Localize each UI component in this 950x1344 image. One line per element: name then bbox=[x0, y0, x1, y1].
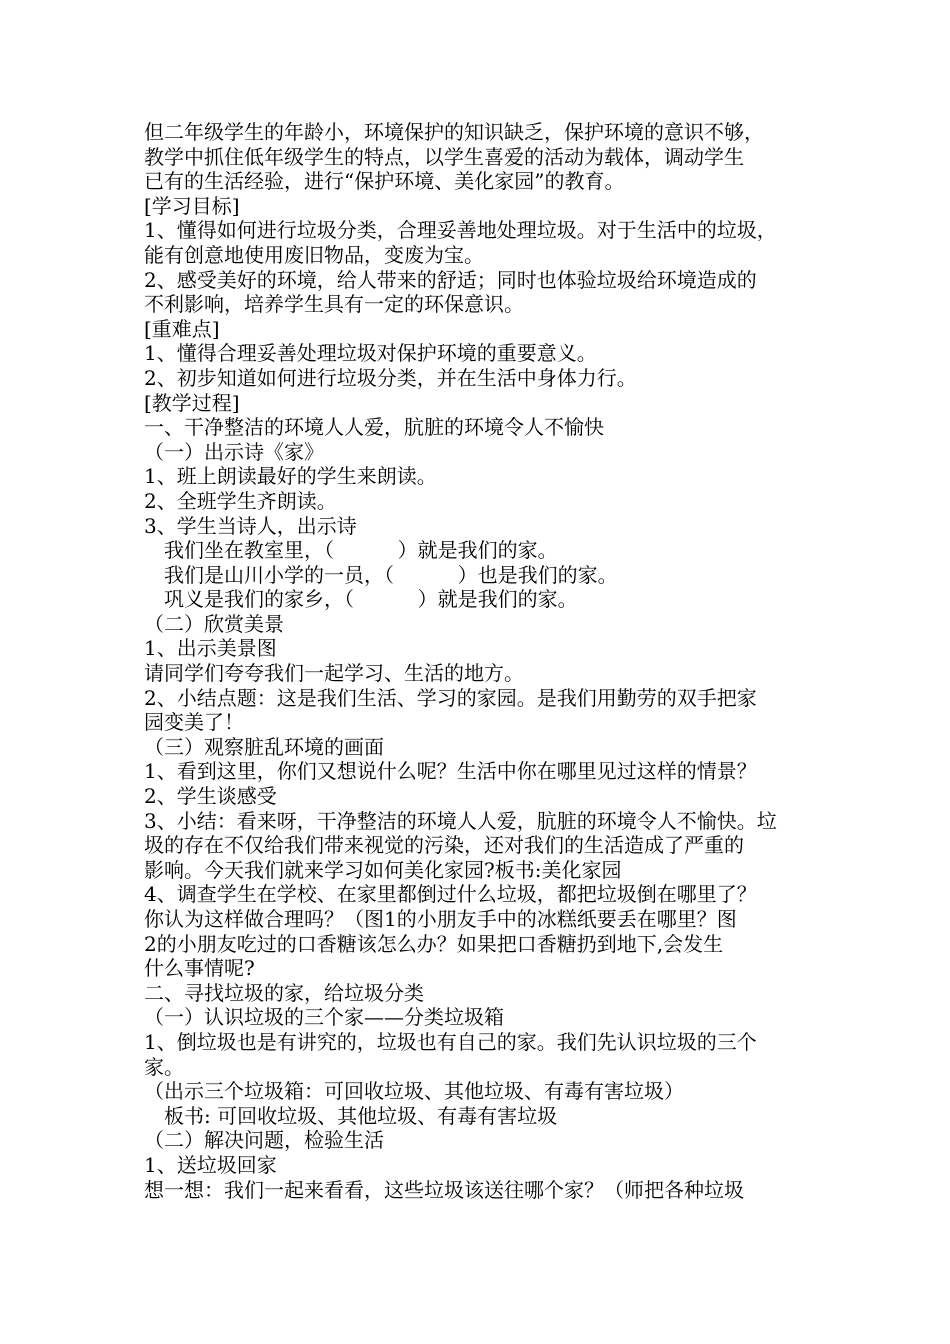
poem-line: 我们坐在教室里，（ ）就是我们的家。 bbox=[164, 538, 558, 563]
text-line: 1、班上朗读最好的学生来朗读。 bbox=[144, 464, 437, 489]
text-line: 2、初步知道如何进行垃圾分类，并在生活中身体力行。 bbox=[144, 365, 637, 390]
text-line: 不利影响，培养学生具有一定的环保意识。 bbox=[144, 292, 524, 317]
text-line: 1、送垃圾回家 bbox=[144, 1152, 277, 1177]
text-line: 已有的生活经验，进行“保护环境、美化家园”的教育。 bbox=[144, 169, 625, 194]
text-line: 3、小结：看来呀，干净整洁的环境人人爱，肮脏的环境令人不愉快。垃 bbox=[144, 808, 777, 833]
text-line: 2、小结点题：这是我们生活、学习的家园。是我们用勤劳的双手把家 bbox=[144, 685, 757, 710]
text-line: （出示三个垃圾箱：可回收垃圾、其他垃圾、有毒有害垃圾） bbox=[144, 1079, 684, 1104]
text-line: 1、懂得如何进行垃圾分类，合理妥善地处理垃圾。对于生活中的垃圾， bbox=[144, 218, 777, 243]
text-line: 2、感受美好的环境，给人带来的舒适；同时也体验垃圾给环境造成的 bbox=[144, 267, 757, 292]
section-heading: [教学过程] bbox=[144, 390, 240, 415]
text-line: （一）出示诗《家》 bbox=[144, 439, 324, 464]
text-line: 1、倒垃圾也是有讲究的，垃圾也有自己的家。我们先认识垃圾的三个 bbox=[144, 1029, 757, 1054]
text-line: 请同学们夸夸我们一起学习、生活的地方。 bbox=[144, 661, 524, 686]
text-line: 家。 bbox=[144, 1054, 184, 1079]
board-note-line: 板书: 可回收垃圾、其他垃圾、有毒有害垃圾 bbox=[164, 1103, 558, 1128]
text-line: 你认为这样做合理吗？（图1的小朋友手中的冰糕纸要丢在哪里？图 bbox=[144, 907, 737, 931]
text-line: 2、学生谈感受 bbox=[144, 784, 277, 809]
text-line: 园变美了！ bbox=[144, 710, 244, 735]
text-line: 4、调查学生在学校、在家里都倒过什么垃圾，都把垃圾倒在哪里了？ bbox=[144, 882, 757, 907]
text-line: 能有创意地使用废旧物品，变废为宝。 bbox=[144, 242, 484, 267]
section-heading: [学习目标] bbox=[144, 193, 240, 218]
text-line: 圾的存在不仅给我们带来视觉的污染，还对我们的生活造成了严重的 bbox=[144, 833, 744, 858]
text-line: 但二年级学生的年龄小，环境保护的知识缺乏，保护环境的意识不够， bbox=[144, 120, 764, 144]
text-line: 2的小朋友吃过的口香糖该怎么办？如果把口香糖扔到地下,会发生 bbox=[144, 931, 724, 956]
text-line: 3、学生当诗人，出示诗 bbox=[144, 513, 357, 538]
text-line: 1、出示美景图 bbox=[144, 636, 277, 661]
poem-line: 巩义是我们的家乡，（ ）就是我们的家。 bbox=[164, 587, 578, 612]
document-body bbox=[144, 120, 824, 1202]
text-line: 二、寻找垃圾的家，给垃圾分类 bbox=[144, 980, 424, 1005]
text-line: 1、看到这里，你们又想说什么呢？生活中你在哪里见过这样的情景？ bbox=[144, 759, 757, 784]
text-line: 2、全班学生齐朗读。 bbox=[144, 488, 337, 513]
text-line: （一）认识垃圾的三个家——分类垃圾箱 bbox=[144, 1005, 504, 1030]
text-line: 想一想：我们一起来看看，这些垃圾该送往哪个家？（师把各种垃圾 bbox=[144, 1177, 744, 1202]
poem-line: 我们是山川小学的一员，（ ）也是我们的家。 bbox=[164, 562, 618, 587]
text-line: 1、懂得合理妥善处理垃圾对保护环境的重要意义。 bbox=[144, 341, 597, 366]
text-line: （二）解决问题，检验生活 bbox=[144, 1128, 384, 1153]
text-line: 什么事情呢? bbox=[144, 956, 255, 981]
text-line: （二）欣赏美景 bbox=[144, 611, 284, 636]
text-line: 教学中抓住低年级学生的特点，以学生喜爱的活动为载体，调动学生 bbox=[144, 144, 744, 169]
text-line: 影响。今天我们就来学习如何美化家园?板书:美化家园 bbox=[144, 857, 622, 882]
section-heading: [重难点] bbox=[144, 316, 220, 341]
text-line: 一、干净整洁的环境人人爱，肮脏的环境令人不愉快 bbox=[144, 415, 604, 440]
text-line: （三）观察脏乱环境的画面 bbox=[144, 734, 384, 759]
